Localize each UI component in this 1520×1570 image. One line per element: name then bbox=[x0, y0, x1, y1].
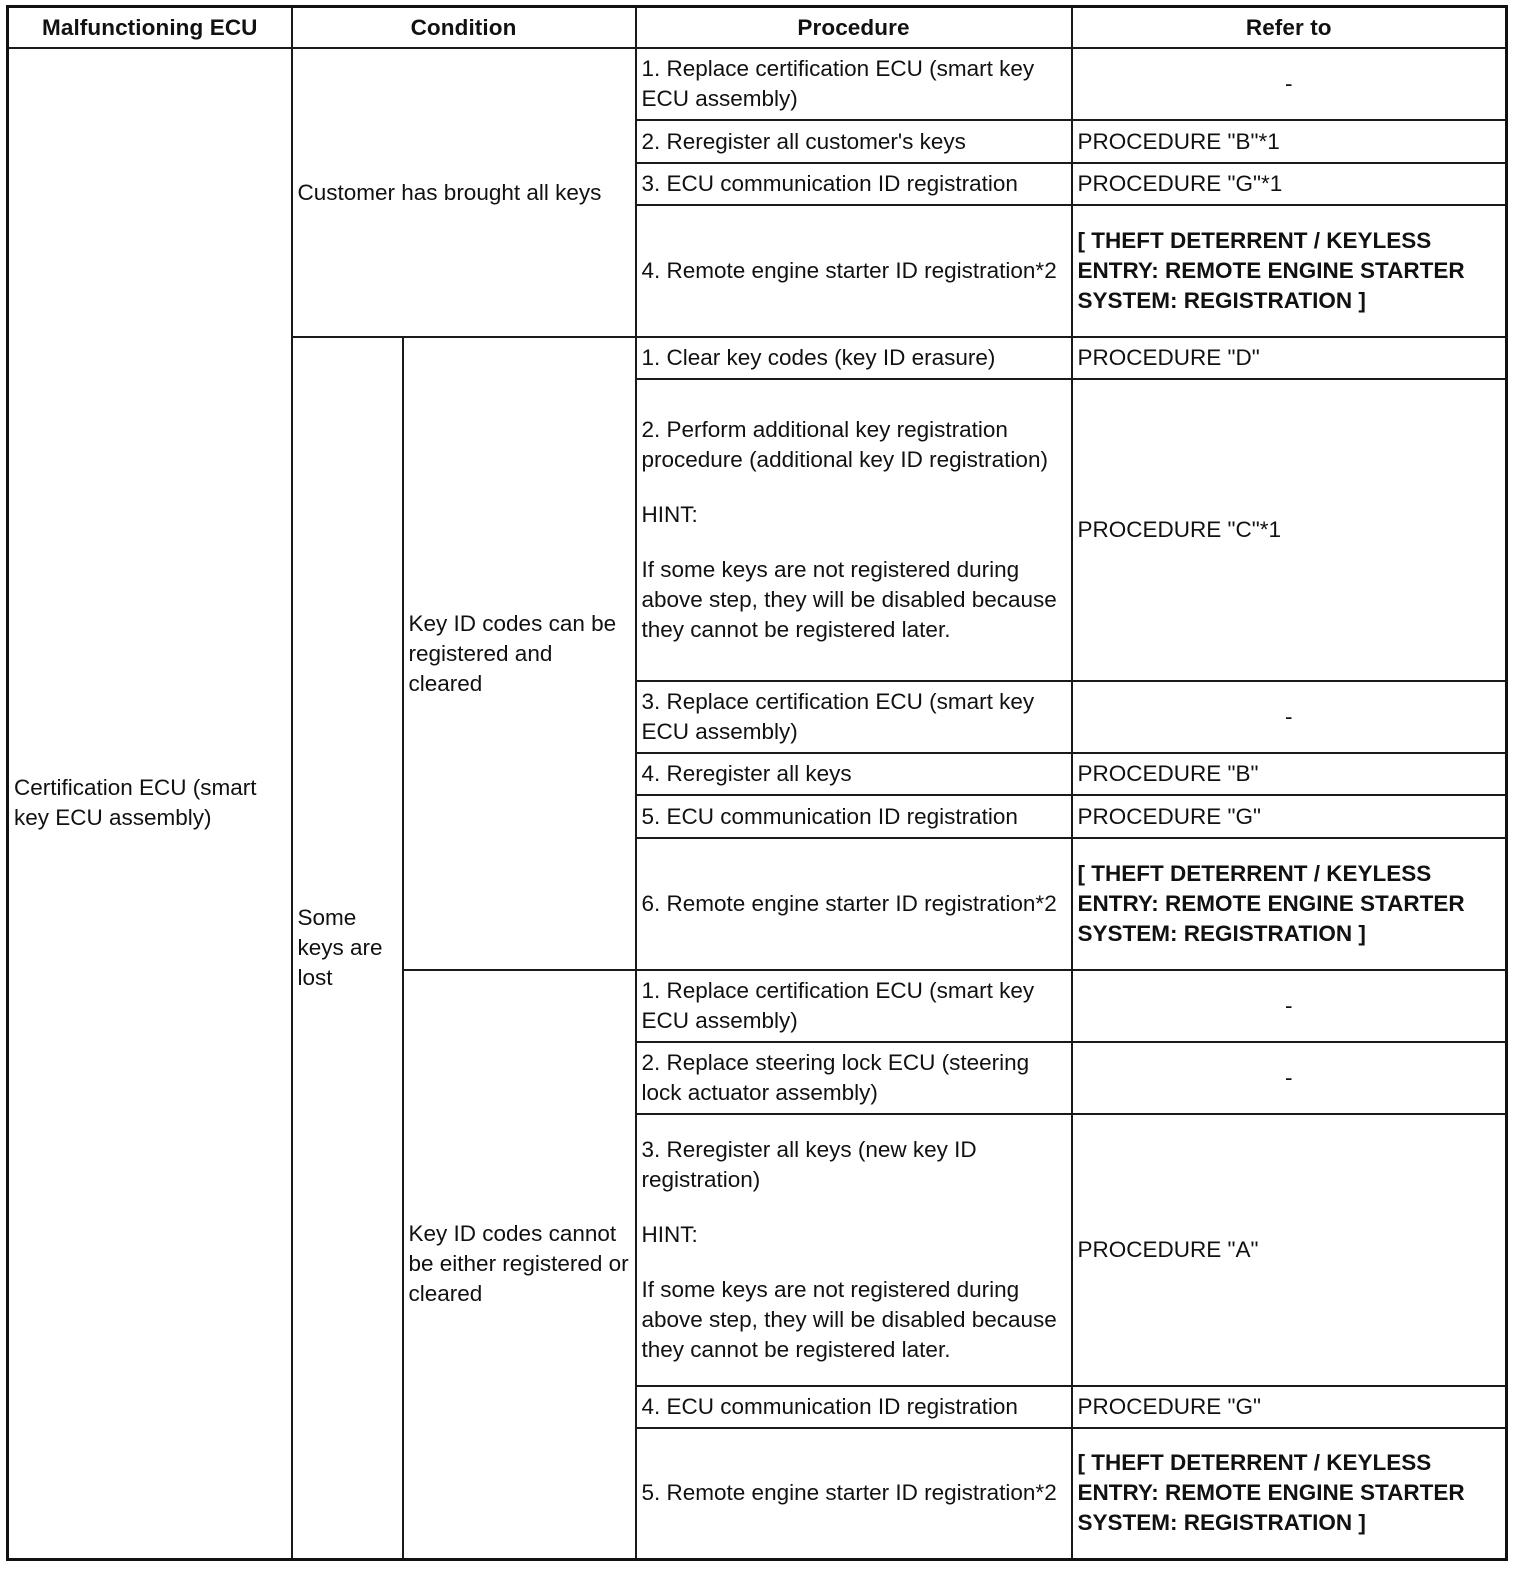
refer-cell: PROCEDURE "G"*1 bbox=[1072, 163, 1507, 205]
header-procedure: Procedure bbox=[636, 7, 1072, 49]
malfunctioning-ecu-cell: Certification ECU (smart key ECU assembly) bbox=[8, 48, 292, 1559]
hint-label: HINT: bbox=[641, 502, 698, 527]
procedure-cell: 3. ECU communication ID registration bbox=[636, 163, 1072, 205]
refer-cell: - bbox=[1072, 1042, 1507, 1114]
procedure-cell: 2. Reregister all customer's keys bbox=[636, 120, 1072, 163]
hint-text: If some keys are not registered during above step, they will be disabled because they cannot be registered later. bbox=[641, 557, 1057, 642]
refer-cell: PROCEDURE "D" bbox=[1072, 337, 1507, 379]
procedure-cell: 1. Replace certification ECU (smart key ECU assembly) bbox=[636, 48, 1072, 120]
procedure-cell: 2. Replace steering lock ECU (steering lock actuator assembly) bbox=[636, 1042, 1072, 1114]
ecu-replacement-table bbox=[6, 5, 1508, 1561]
procedure-cell: 5. ECU communication ID registration bbox=[636, 795, 1072, 838]
subcondition-cannot-clear: Key ID codes cannot be either registered or cleared bbox=[403, 970, 636, 1559]
refer-cell: - bbox=[1072, 681, 1507, 753]
procedure-cell: 1. Clear key codes (key ID erasure) bbox=[636, 337, 1072, 379]
procedure-cell: 1. Replace certification ECU (smart key ECU assembly) bbox=[636, 970, 1072, 1042]
hint-text: If some keys are not registered during above step, they will be disabled because they cannot be registered later. bbox=[641, 1277, 1057, 1362]
refer-cell: PROCEDURE "B" bbox=[1072, 753, 1507, 795]
refer-cell: - bbox=[1072, 970, 1507, 1042]
refer-cell-link: [ THEFT DETERRENT / KEYLESS ENTRY: REMOTE ENGINE STARTER SYSTEM: REGISTRATION ] bbox=[1072, 838, 1507, 970]
procedure-cell: 4. Reregister all keys bbox=[636, 753, 1072, 795]
subcondition-can-clear: Key ID codes can be registered and cleared bbox=[403, 337, 636, 970]
hint-label: HINT: bbox=[641, 1222, 698, 1247]
condition-some-keys-lost: Some keys are lost bbox=[292, 337, 403, 1559]
header-malfunctioning-ecu: Malfunctioning ECU bbox=[8, 7, 292, 49]
header-condition: Condition bbox=[292, 7, 636, 49]
procedure-table-wrapper bbox=[6, 5, 1508, 1561]
table-row bbox=[8, 48, 1507, 120]
condition-all-keys: Customer has brought all keys bbox=[292, 48, 636, 337]
refer-cell: PROCEDURE "A" bbox=[1072, 1114, 1507, 1386]
procedure-cell: 3. Replace certification ECU (smart key ECU assembly) bbox=[636, 681, 1072, 753]
procedure-cell: 6. Remote engine starter ID registration*2 bbox=[636, 838, 1072, 970]
refer-cell-link: [ THEFT DETERRENT / KEYLESS ENTRY: REMOTE ENGINE STARTER SYSTEM: REGISTRATION ] bbox=[1072, 205, 1507, 337]
refer-cell: PROCEDURE "B"*1 bbox=[1072, 120, 1507, 163]
refer-cell-link: [ THEFT DETERRENT / KEYLESS ENTRY: REMOTE ENGINE STARTER SYSTEM: REGISTRATION ] bbox=[1072, 1428, 1507, 1559]
procedure-text: 2. Perform additional key registration procedure (additional key ID registration) bbox=[641, 417, 1048, 472]
procedure-cell bbox=[636, 1114, 1072, 1386]
header-refer-to: Refer to bbox=[1072, 7, 1507, 49]
procedure-text: 3. Reregister all keys (new key ID registration) bbox=[641, 1137, 977, 1192]
refer-cell: PROCEDURE "C"*1 bbox=[1072, 379, 1507, 681]
refer-cell: PROCEDURE "G" bbox=[1072, 1386, 1507, 1428]
header-row bbox=[8, 7, 1507, 49]
procedure-cell: 4. ECU communication ID registration bbox=[636, 1386, 1072, 1428]
procedure-cell bbox=[636, 379, 1072, 681]
refer-cell: - bbox=[1072, 48, 1507, 120]
procedure-cell: 4. Remote engine starter ID registration*2 bbox=[636, 205, 1072, 337]
refer-cell: PROCEDURE "G" bbox=[1072, 795, 1507, 838]
procedure-cell: 5. Remote engine starter ID registration*2 bbox=[636, 1428, 1072, 1559]
